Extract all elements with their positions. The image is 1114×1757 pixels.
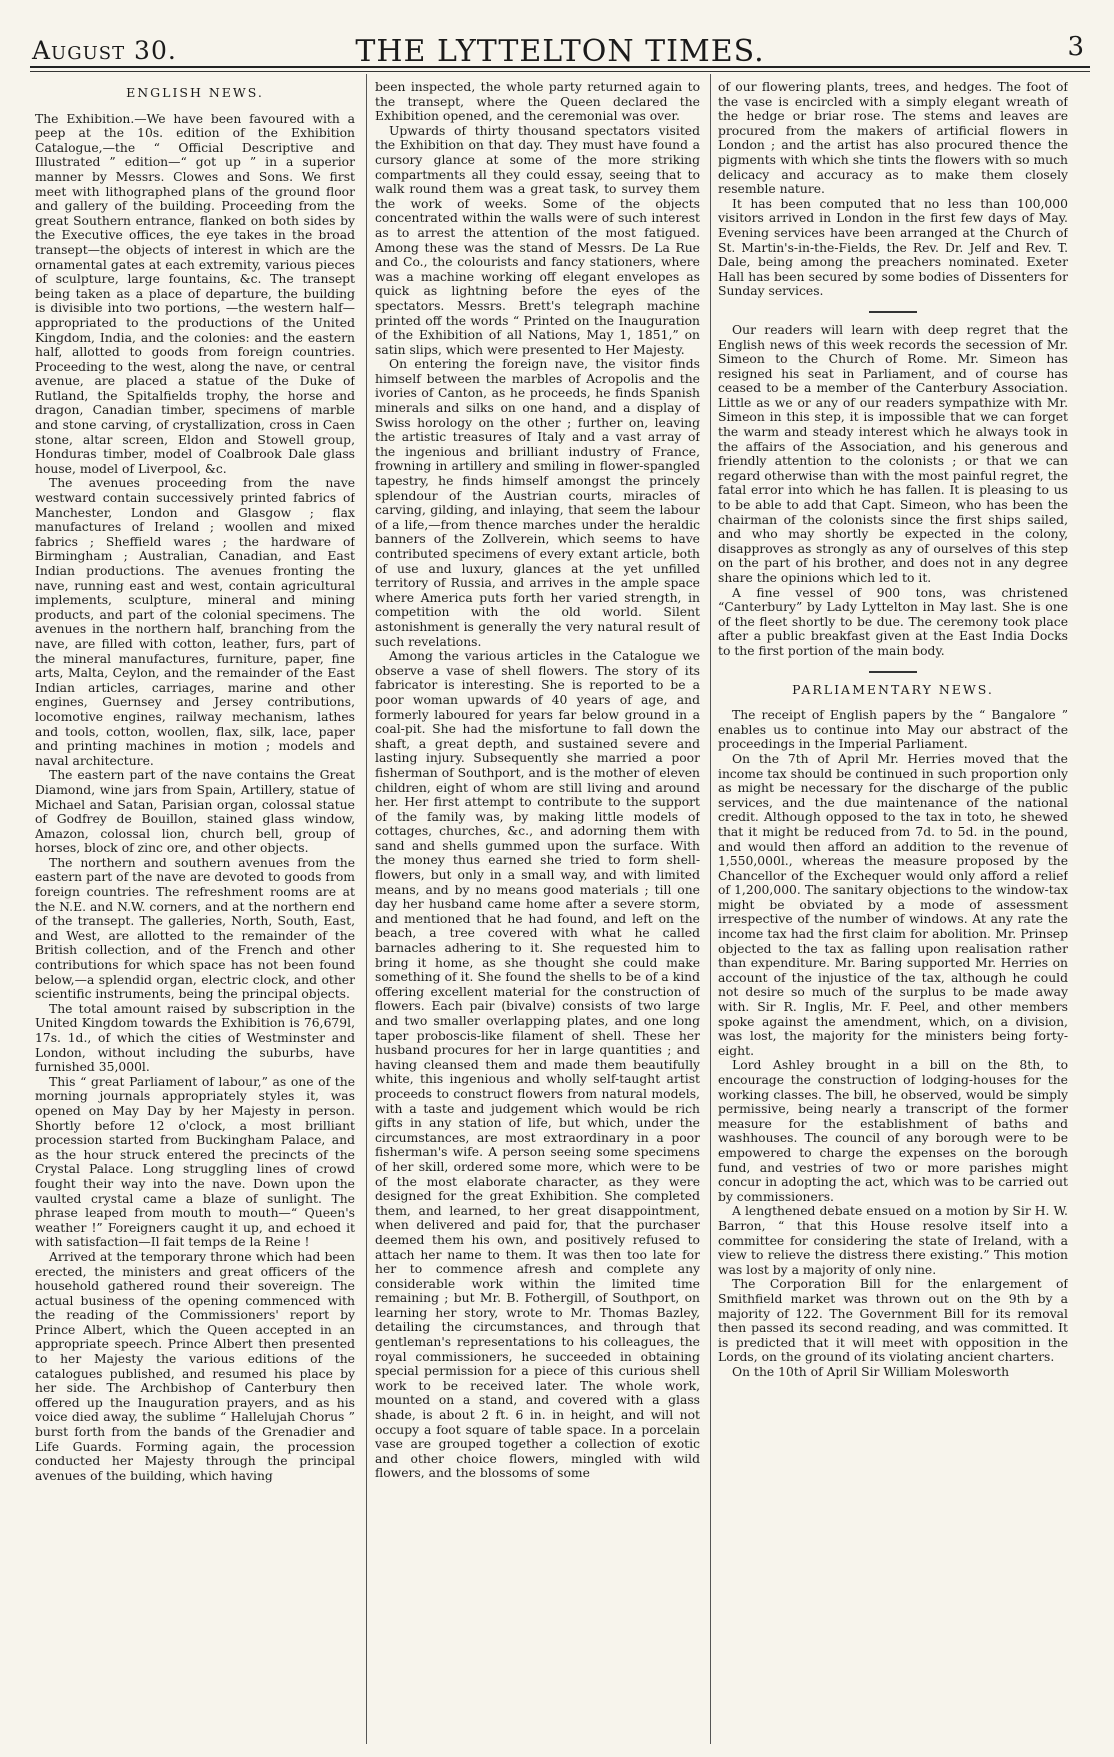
column-rule <box>366 74 367 1744</box>
article-paragraph: A lengthened debate ensued on a motion by Sir H. W. Barron, “ that this House resolve itself into a committee for considering the state of Ireland, with a view to relieve the distress there existing.” This motion was lost by a majority of only nine. <box>718 1204 1068 1277</box>
section-divider <box>869 311 917 313</box>
article-paragraph: The receipt of English papers by the “ Bangalore ” enables us to continue into May our abstract of the proceedings in the Imperial Parliament. <box>718 708 1068 752</box>
section-heading-english-news: ENGLISH NEWS. <box>126 85 264 100</box>
article-paragraph: The Exhibition.—We have been favoured with a peep at the 10s. edition of the Exhibition Catalogue,—the “ Official Descriptive and Illustrated ” edition—“ got up ” in a superior manner by Messrs. Clowes and Sons. We first meet with lithographed plans of the ground floor and gallery of the building. Proceeding from the great Southern entrance, flanked on both sides by the Executive offices, the eye takes in the broad transept—the objects of interest in which are the ornamental gates at each extremity, various pieces of sculpture, large fountains, &c. The transept being taken as a place of departure, the building is divisible into two portions, —the western half—appropriated to the productions of the United Kingdom, India, and the colonies: and the eastern half, allotted to goods from foreign countries. Proceeding to the west, along the nave, or central avenue, are placed a statue of the Duke of Rutland, the Spitalfields trophy, the horse and dragon, Canadian timber, specimens of marble and stone carving, of crystallization, cross in Caen stone, altar screen, Eldon and Stowell group, Honduras timber, model of Coalbrook Dale glass house, model of Liverpool, &c. <box>35 111 355 476</box>
issue-date: August 30. <box>32 36 177 65</box>
masthead-rule <box>30 71 1090 72</box>
article-paragraph: Arrived at the temporary throne which had been erected, the ministers and great officers of the household gathered round their sovereign. The actual business of the opening commenced with the reading of the Commissioners' report by Prince Albert, which the Queen accepted in an appropriate speech. Prince Albert then presented to her Majesty the various editions of the catalogues published, and resumed his place by her side. The Archbishop of Canterbury then offered up the Inauguration prayers, and as his voice died away, the sublime “ Hallelujah Chorus ” burst forth from the bands of the Grenadier and Life Guards. Forming again, the procession conducted her Majesty through the principal avenues of the building, which having <box>35 1249 355 1483</box>
column-2 <box>375 80 700 1740</box>
article-paragraph: The eastern part of the nave contains the Great Diamond, wine jars from Spain, Artillery, statue of Michael and Satan, Parisian organ, colossal statue of Godfrey de Bouillon, stained glass window, Amazon, colossal lion, church bell, group of horses, block of zinc ore, and other objects. <box>35 768 355 856</box>
page-number: 3 <box>1067 32 1084 62</box>
article-paragraph: It has been computed that no less than 100,000 visitors arrived in London in the first few days of May. Evening services have been arranged at the Church of St. Martin's-in-the-Fields, the Rev. Dr. Jelf and Rev. T. Dale, being among the preachers nominated. Exeter Hall has been secured by some bodies of Dissenters for Sunday services. <box>718 196 1068 299</box>
section-heading-parliamentary-news: PARLIAMENTARY NEWS. <box>792 681 994 697</box>
article-paragraph: Upwards of thirty thousand spectators visited the Exhibition on that day. They must have found a cursory glance at some of the more striking compartments all they could essay, seeing that to walk round them was a great task, to survey them the work of weeks. Some of the objects concentrated within the walls were of such interest as to arrest the attention of the most fatigued. Among these was the stand of Messrs. De La Rue and Co., the colourists and fancy stationers, where was a machine working off elegant envelopes as quick as lightning before the eyes of the spectators. Messrs. Brett's telegraph machine printed off the words “ Printed on the Inauguration of the Exhibition of all Nations, May 1, 1851,” on satin slips, which were presented to Her Majesty. <box>375 123 700 357</box>
article-paragraph: The Corporation Bill for the enlargement of Smithfield market was thrown out on the 9th by a majority of 122. The Government Bill for its removal then passed its second reading, and was committed. It is predicted that it will meet with opposition in the Lords, on the ground of its violating ancient charters. <box>718 1277 1068 1365</box>
article-paragraph: The avenues proceeding from the nave westward contain successively printed fabrics of Manchester, London and Glasgow ; flax manufactures of Ireland ; woollen and mixed fabrics ; Sheffield wares ; the hardware of Birmingham ; Australian, Canadian, and East Indian productions. The avenues fronting the nave, running east and west, contain agricultural implements, sculpture, mineral and mining products, and part of the colonial specimens. The avenues in the northern half, branching from the nave, are filled with cotton, leather, furs, part of the mineral manufactures, furniture, paper, fine arts, Malta, Ceylon, and the remainder of the East Indian articles, carriages, marine and other engines, Guernsey and Jersey contributions, locomotive engines, railway mechanism, lathes and tools, cotton, woollen, flax, silk, lace, paper and printing machines in motion ; models and naval architecture. <box>35 476 355 768</box>
article-paragraph: of our flowering plants, trees, and hedges. The foot of the vase is encircled with a simply elegant wreath of the hedge or briar rose. The stems and leaves are procured from the makers of artificial flowers in London ; and the artist has also procured thence the pigments with which she tints the flowers with so much delicacy and accuracy as to make them closely resemble nature. <box>718 80 1068 197</box>
article-paragraph: On the 7th of April Mr. Herries moved that the income tax should be continued in such proportion only as might be necessary for the discharge of the public services, and the due maintenance of the national credit. Although opposed to the tax in toto, he shewed that it might be reduced from 7d. to 5d. in the pound, and would then afford an addition to the revenue of 1,550,000l., whereas the measure proposed by the Chancellor of the Exchequer would only afford a relief of 1,200,000. The sanitary objections to the window-tax might be obviated by a mode of assessment irrespective of the number of windows. At any rate the income tax had the first claim for abolition. Mr. Prinsep objected to the tax as falling upon realisation rather than expenditure. Mr. Baring supported Mr. Herries on account of the injustice of the tax, although he could not desire so much of the surplus to be made away with. Sir R. Inglis, Mr. F. Peel, and other members spoke against the amendment, which, on a division, was lost, the majority for the ministers being forty-eight. <box>718 751 1068 1058</box>
article-paragraph: On the 10th of April Sir William Molesworth <box>732 1364 1010 1379</box>
section-divider <box>869 671 917 673</box>
newspaper-title: THE LYTTELTON TIMES. <box>355 34 765 69</box>
article-paragraph: The northern and southern avenues from the eastern part of the nave are devoted to goods from foreign countries. The refreshment rooms are at the N.E. and N.W. corners, and at the northern end of the transept. The galleries, North, South, East, and West, are allotted to the remainder of the British collection, and of the French and other contributions for which space has not been found below,—a splendid organ, electric clock, and other scientific instruments, being the principal objects. <box>35 855 355 1002</box>
article-paragraph: Lord Ashley brought in a bill on the 8th, to encourage the construction of lodging-houses for the working classes. The bill, he observed, would be simply permissive, being nearly a transcript of the former measure for the establishment of baths and washhouses. The council of any borough were to be empowered to charge the expenses on the borough fund, and vestries of two or more parishes might concur in adopting the act, which was to be carried out by commissioners. <box>718 1058 1068 1204</box>
article-paragraph: This “ great Parliament of labour,” as one of the morning journals appropriately styles it, was opened on May Day by her Majesty in person. Shortly before 12 o'clock, a most brilliant procession started from Buckingham Palace, and as the hour struck entered the precincts of the Crystal Palace. Long struggling lines of crowd fought their way into the nave. Down upon the vaulted crystal came a blaze of sunlight. The phrase leaped from mouth to mouth—“ Queen's weather !” Foreigners caught it up, and echoed it with satisfaction—Il fait temps de la Reine ! <box>35 1074 355 1250</box>
column-1 <box>35 80 355 1740</box>
article-paragraph: Our readers will learn with deep regret that the English news of this week records the secession of Mr. Simeon to the Church of Rome. Mr. Simeon has resigned his seat in Parliament, and of course has ceased to be a member of the Canterbury Association. Little as we or any of our readers sympathize with Mr. Simeon in this step, it is impossible that we can forget the warm and steady interest which he always took in the affairs of the Association, and his generous and friendly attention to the colonists ; or that we can regard otherwise than with the most painful regret, the fatal error into which he has fallen. It is pleasing to us to be able to add that Capt. Simeon, who has been the chairman of the colonists since the first ships sailed, and who may shortly be expected in the colony, disapproves as strongly as any of ourselves of this step on the part of his brother, and does not in any degree share the opinions which led to it. <box>718 322 1068 585</box>
masthead <box>30 26 1090 68</box>
article-paragraph: The total amount raised by subscription in the United Kingdom towards the Exhibition is 76,679l, 17s. 1d., of which the cities of Westminster and London, without including the suburbs, have furnished 35,000l. <box>35 1001 355 1075</box>
column-3 <box>718 80 1068 1740</box>
article-paragraph: Among the various articles in the Catalogue we observe a vase of shell flowers. The story of its fabricator is interesting. She is reported to be a poor woman upwards of 40 years of age, and formerly laboured for years far below ground in a coal-pit. She had the misfortune to fall down the shaft, a great depth, and sustained severe and lasting injury. Subsequently she married a poor fisherman of Southport, and is the mother of eleven children, eight of whom are still living and around her. Her first attempt to contribute to the support of the family was, by making little models of cottages, churches, &c., and adorning them with sand and shells gummed upon the surface. With the money thus earned she tried to form shell-flowers, but only in a small way, and with limited means, and by no means good materials ; till one day her husband came home after a severe storm, and mentioned that he had found, and left on the beach, a tree covered with what he called barnacles adhering to it. She requested him to bring it home, as she thought she could make something of it. She found the shells to be of a kind offering excellent material for the construction of flowers. Each pair (bivalve) consists of two large and two smaller overlapping plates, and one long taper proboscis-like filament of shell. These her husband procures for her in large quantities ; and having cleansed them and made them beautifully white, this ingenious and wholly self-taught artist proceeds to construct flowers from natural models, with a taste and judgement which would be rich gifts in any station of life, but which, under the circumstances, are most extraordinary in a poor fisherman's wife. A person seeing some specimens of her skill, ordered some more, which were to be of the most elaborate character, as they were designed for the great Exhibition. She completed them, and learned, to her great disappointment, when delivered and paid for, that the purchaser deemed them his own, and positively refused to attach her name to them. It was then too late for her to commence afresh and complete any considerable work within the limited time remaining ; but Mr. B. Fothergill, of Southport, on learning her story, wrote to Mr. Thomas Bazley, detailing the circumstances, and through that gentleman's representations to his colleagues, the royal commissioners, he succeeded in obtaining special permission for a piece of this curious shell work to be received later. The whole work, mounted on a stand, and covered with a glass shade, is about 2 ft. 6 in. in height, and will not occupy a foot square of table space. In a porcelain vase are grouped together a collection of exotic and other choice flowers, mingled with wild flowers, and the blossoms of some <box>375 649 700 1481</box>
article-paragraph: On entering the foreign nave, the visitor finds himself between the marbles of Acropolis and the ivories of Canton, as he proceeds, he finds Spanish minerals and silks on one hand, and a display of Swiss horology on the other ; further on, leaving the artistic treasures of Italy and a vast array of the ingenious and brilliant industry of France, frowning in artillery and smiling in flower-spangled tapestry, he finds himself amongst the princely splendour of the Austrian courts, miracles of carving, gilding, and inlaying, that seem the labour of a life,—from thence marches under the heraldic banners of the Zollverein, which seems to have contributed specimens of every extant article, both of use and luxury, glances at the yet unfilled territory of Russia, and arrives in the ample space where America puts forth her varied strength, in competition with the old world. Silent astonishment is generally the very natural result of such revelations. <box>375 357 700 649</box>
article-paragraph: been inspected, the whole party returned again to the transept, where the Queen declared the Exhibition opened, and the ceremonial was over. <box>375 80 700 124</box>
article-paragraph: A fine vessel of 900 tons, was christened “Canterbury” by Lady Lyttelton in May last. She is one of the fleet shortly to be due. The ceremony took place after a public breakfast given at the East India Docks to the first portion of the main body. <box>718 585 1068 658</box>
column-rule <box>710 74 711 1744</box>
